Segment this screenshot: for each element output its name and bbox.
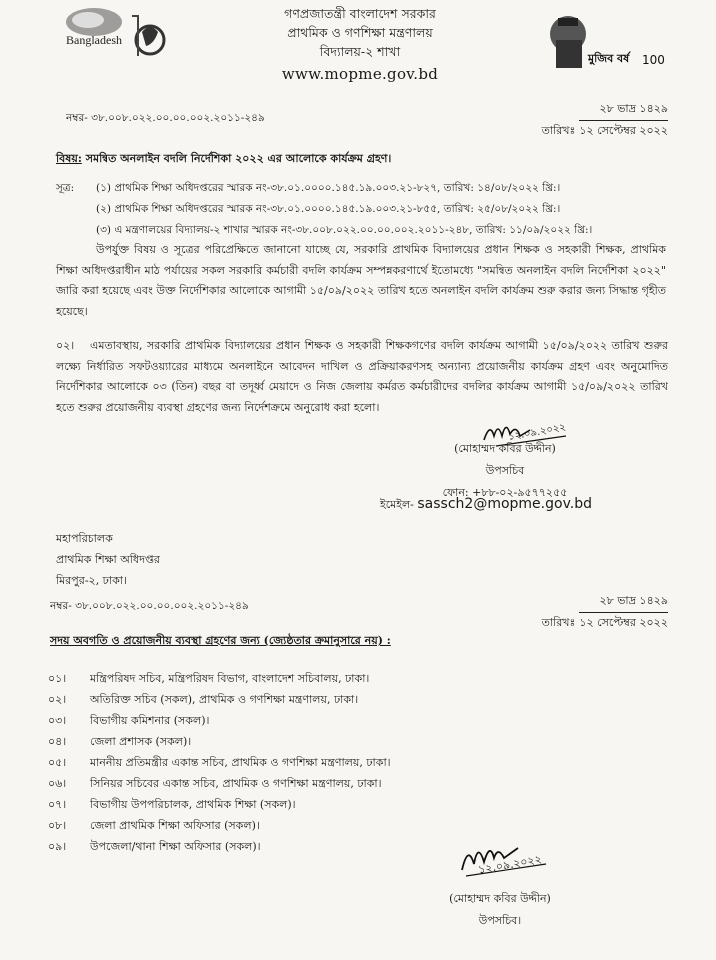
- recipient-line: মহাপরিচালক: [56, 532, 113, 545]
- paragraph-number: ০২।: [56, 339, 75, 352]
- distribution-item-text: মন্ত্রিপরিষদ সচিব, মন্ত্রিপরিষদ বিভাগ, বাংলাদেশ সচিবালয়, ঢাকা।: [90, 672, 370, 685]
- distribution-item-number: ০৪।: [48, 735, 67, 748]
- signature-2-date: ১২.০৯.২০২২: [477, 852, 543, 877]
- signatory-phone: ফোন: +৮৮-০২-৯৫৭৭২৫৫: [442, 486, 568, 499]
- signatory-block-1: [430, 438, 580, 504]
- distribution-item: [48, 815, 391, 836]
- distribution-item-text: জেলা প্রাথমিক শিক্ষা অফিসার (সকল)।: [90, 819, 260, 832]
- distribution-item-text: সিনিয়র সচিবের একান্ত সচিব, প্রাথমিক ও গণশিক্ষা মন্ত্রণালয়, ঢাকা।: [90, 777, 382, 790]
- email-label: ইমেইল-: [380, 498, 414, 511]
- subject-label: বিষয়:: [56, 152, 82, 165]
- recipient-line: মিরপুর-২, ঢাকা।: [56, 574, 127, 587]
- logo-right-text: মুজিব বর্ষ: [588, 52, 630, 65]
- signatory-block-2: [420, 888, 580, 932]
- recipient-address: [56, 528, 160, 591]
- distribution-item: [48, 794, 391, 815]
- letterhead: [200, 4, 520, 84]
- date-bangla: ২৮ ভাদ্র ১৪২৯: [579, 100, 668, 121]
- distribution-item-number: ০৬।: [48, 777, 67, 790]
- body-paragraph-1: উপর্যুক্ত বিষয় ও সূত্রের পরিপ্রেক্ষিতে জানানো যাচ্ছে যে, সরকারি প্রাথমিক বিদ্যালয়ের প্রধান শিক্ষক ও সহকারী শিক্ষক, প্রাথমিক শিক্ষা অধিদপ্তরাধীন মাঠ পর্যায়ের সকল সরকারি কর্মচারী বদলি কার্যক্রম সম্পন্নকরণার্থে ইতোমধ্যে "সমন্বিত অনলাইন বদলি নির্দেশিকা ২০২২" জারি করা হয়েছে এবং উক্ত নির্দেশিকার আলোকে আগামী ১৫/০৯/২০২২ তারিখ হতে অনলাইন বদলি কার্যক্রম শুরু করার জন্য সিদ্ধান্ত গৃহীত হয়েছে।: [56, 243, 666, 318]
- distribution-item-text: বিভাগীয় কমিশনার (সকল)।: [90, 714, 210, 727]
- distribution-item: [48, 710, 391, 731]
- distribution-item-text: মাননীয় প্রতিমন্ত্রীর একান্ত সচিব, প্রাথমিক ও গণশিক্ষা মন্ত্রণালয়, ঢাকা।: [90, 756, 391, 769]
- distribution-item: [48, 731, 391, 752]
- distribution-item-number: ০৮।: [48, 819, 67, 832]
- header-line-ministry: প্রাথমিক ও গণশিক্ষা মন্ত্রণালয়: [287, 25, 433, 40]
- body-paragraph-2: [56, 336, 668, 418]
- signature-1-date: ১২.০৯.২০২২: [507, 422, 567, 443]
- distribution-item-number: ০৯।: [48, 840, 67, 853]
- bangladesh-logo: [58, 4, 166, 68]
- distribution-item-text: উপজেলা/থানা শিক্ষা অফিসার (সকল)।: [90, 840, 261, 853]
- references-label: সূত্র:: [56, 182, 75, 194]
- subject-text: সমন্বিত অনলাইন বদলি নির্দেশিকা ২০২২ এর আলোকে কার্যক্রম গ্রহণ।: [85, 152, 392, 165]
- distribution-item-text: অতিরিক্ত সচিব (সকল), প্রাথমিক ও গণশিক্ষা মন্ত্রণালয়, ঢাকা।: [90, 693, 359, 706]
- distribution-item-number: ০১।: [48, 672, 67, 685]
- memo-number: নম্বর- ৩৮.০০৮.০২২.০০.০০.০০২.২০১১-২৪৯: [66, 112, 265, 124]
- email-link[interactable]: sassch2@mopme.gov.bd: [417, 496, 592, 512]
- date-english: ১২ সেপ্টেম্বর ২০২২: [579, 124, 668, 137]
- distribution-item: [48, 752, 391, 773]
- logo-left-text: Bangladesh: [66, 33, 122, 47]
- distribution-item-number: ০৩।: [48, 714, 67, 727]
- signatory-designation: উপসচিব।: [478, 914, 522, 927]
- mujib-borsho-logo: [544, 10, 674, 74]
- distribution-item: [48, 689, 391, 710]
- distribution-list: [48, 668, 391, 857]
- reference-item: (৩) এ মন্ত্রণালয়ের বিদ্যালয়-২ শাখার স্মারক নং-৩৮.০০৮.০২২.০০.০০.০০২.২০১১-২৪৮, তারিখ: ১১/০৯/২০২২ খ্রি:।: [96, 224, 593, 236]
- memo-date-2: [500, 592, 668, 633]
- distribution-item-text: বিভাগীয় উপপরিচালক, প্রাথমিক শিক্ষা (সকল)।: [90, 798, 296, 811]
- date-label: তারিখঃ: [541, 124, 576, 137]
- header-line-section: বিদ্যালয়-২ শাখা: [319, 44, 401, 59]
- references: [56, 178, 676, 241]
- memo-date: [500, 100, 668, 141]
- distribution-item-text: জেলা প্রশাসক (সকল)।: [90, 735, 192, 748]
- memo-number-2: নম্বর- ৩৮.০০৮.০২২.০০.০০.০০২.২০১১-২৪৯: [50, 600, 249, 612]
- paragraph-2-text: এমতাবস্থায়, সরকারি প্রাথমিক বিদ্যালয়ের প্রধান শিক্ষক ও সহকারী শিক্ষকগণের বদলি কার্যক্রম আগামী ১৫/০৯/২০২২ তারিখ শুরুর লক্ষ্যে নির্ধারিত সফটওয়্যারের মাধ্যমে অনলাইনে আবেদন দাখিল ও প্রক্রিয়াকরণসহ অন্যান্য প্রয়োজনীয় কার্যক্রম গ্রহণ এবং অনুমোদিত নির্দেশিকার আলোকে ০৩ (তিন) বছর বা তদূর্ধ্ব মেয়াদে ও নিজ জেলায় কর্মরত কর্মচারীদের বদলির কার্যক্রম আগামী ১৫/০৯/২০২২ তারিখ হতে শুরুর প্রয়োজনীয় ব্যবস্থা গ্রহণের জন্য নির্দেশক্রমে অনুরোধ করা হলো।: [56, 339, 668, 414]
- date-label: তারিখঃ: [541, 616, 576, 629]
- distribution-item-number: ০৫।: [48, 756, 67, 769]
- distribution-item: [48, 836, 391, 857]
- logo-right-number: 100: [642, 53, 665, 67]
- recipient-line: প্রাথমিক শিক্ষা অধিদপ্তর: [56, 553, 160, 566]
- signatory-name: (মোহাম্মদ কবির উদ্দীন): [449, 892, 551, 905]
- reference-item: (২) প্রাথমিক শিক্ষা অধিদপ্তরের স্মারক নং-৩৮.০১.০০০০.১৪৫.১৯.০০৩.২১-৮৫৫, তারিখ: ২৫/০৮/২০২২ খ্রি:।: [96, 203, 561, 215]
- distribution-title: সদয় অবগতি ও প্রয়োজনীয় ব্যবস্থা গ্রহণের জন্য (জ্যেষ্ঠতার ক্রমানুসারে নয়) :: [50, 634, 391, 647]
- website-text: www.mopme.gov.bd: [281, 65, 439, 83]
- distribution-item-number: ০৭।: [48, 798, 67, 811]
- distribution-item: [48, 668, 391, 689]
- signatory-name: (মোহাম্মদ কবির উদ্দীন): [454, 442, 556, 455]
- date-bangla: ২৮ ভাদ্র ১৪২৯: [579, 592, 668, 613]
- distribution-item-number: ০২।: [48, 693, 67, 706]
- header-line-government: গণপ্রজাতন্ত্রী বাংলাদেশ সরকার: [284, 6, 436, 21]
- reference-item: (১) প্রাথমিক শিক্ষা অধিদপ্তরের স্মারক নং-৩৮.০১.০০০০.১৪৫.১৯.০০৩.২১-৮২৭, তারিখ: ১৪/০৮/২০২২ খ্রি:।: [96, 182, 561, 194]
- distribution-item: [48, 773, 391, 794]
- subject: [56, 150, 666, 169]
- date-english: ১২ সেপ্টেম্বর ২০২২: [579, 616, 668, 629]
- signatory-email-row: [380, 496, 592, 515]
- signatory-designation: উপসচিব: [485, 464, 525, 477]
